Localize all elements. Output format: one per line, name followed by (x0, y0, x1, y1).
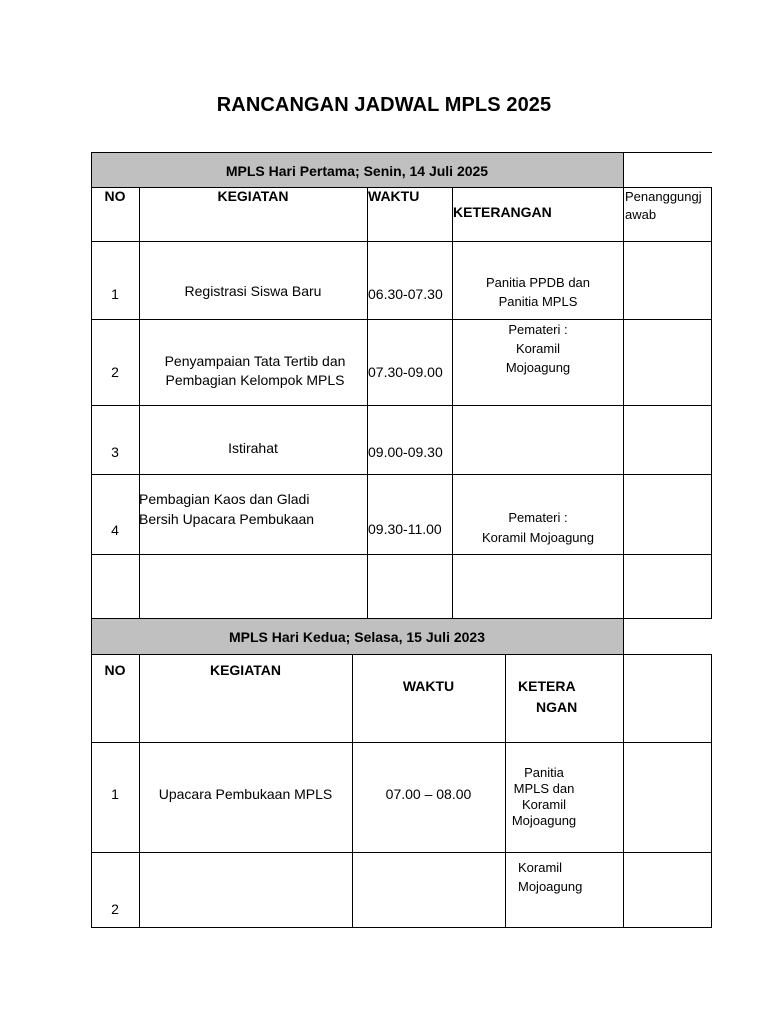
row-keterangan-line4: Mojoagung (511, 813, 577, 828)
row-keterangan-line1: Panitia PPDB dan (485, 275, 591, 290)
col-keterangan-header: KETERANGAN (453, 204, 552, 220)
row-kegiatan: Upacara Pembukaan MPLS (158, 786, 333, 802)
row-waktu: 07.30-09.00 (368, 364, 443, 380)
col-keterangan-header-line2: NGAN (536, 699, 578, 715)
row-waktu: 06.30-07.30 (368, 286, 443, 302)
row-keterangan-line2: Panitia MPLS (498, 294, 578, 309)
row-kegiatan-line2: Bersih Upacara Pembukaan (139, 511, 315, 527)
row-keterangan-line1: Pemateri : (508, 510, 568, 525)
col-no-header: NO (104, 188, 126, 204)
row-kegiatan-line1: Pembagian Kaos dan Gladi (139, 491, 310, 507)
col-no-header: NO (104, 662, 126, 678)
row-keterangan-line3: Mojoagung (505, 360, 571, 375)
col-kegiatan-header: KEGIATAN (209, 662, 282, 678)
col-pj-header-line1: Penanggungj (625, 189, 702, 204)
row-keterangan-line2: MPLS dan (513, 781, 575, 796)
row-waktu: 09.00-09.30 (368, 444, 443, 460)
day2-header-title: MPLS Hari Kedua; Selasa, 15 Juli 2023 (228, 629, 485, 645)
row-keterangan-line1: Koramil (518, 860, 563, 875)
row-keterangan-line2: Mojoagung (518, 879, 583, 894)
col-keterangan-header-line1: KETERA (518, 678, 576, 694)
row-keterangan-line1: Panitia (524, 765, 564, 780)
col-pj-header-line2: awab (625, 207, 657, 222)
row-kegiatan-line1: Penyampaian Tata Tertib dan (164, 353, 346, 369)
row-keterangan-line2: Koramil Mojoagung (481, 530, 594, 545)
row-keterangan-line1: Pemateri : (508, 322, 568, 337)
row-no: 1 (111, 786, 119, 802)
row-kegiatan: Istirahat (228, 440, 278, 456)
col-waktu-header: WAKTU (402, 678, 455, 694)
row-no: 1 (111, 286, 119, 302)
row-keterangan-line2: Koramil (515, 341, 561, 356)
row-no: 2 (111, 901, 119, 917)
col-waktu-header: WAKTU (368, 188, 420, 204)
col-kegiatan-header: KEGIATAN (217, 188, 289, 204)
row-waktu: 09.30-11.00 (368, 521, 442, 537)
row-keterangan-line3: Koramil (521, 797, 567, 812)
row-no: 3 (111, 444, 119, 460)
row-kegiatan-line2: Pembagian Kelompok MPLS (165, 372, 345, 388)
row-waktu: 07.00 – 08.00 (385, 786, 472, 802)
document-title: RANCANGAN JADWAL MPLS 2025 (216, 94, 552, 116)
day1-header-title: MPLS Hari Pertama; Senin, 14 Juli 2025 (225, 163, 489, 179)
row-kegiatan: Registrasi Siswa Baru (184, 283, 322, 299)
row-no: 2 (111, 364, 119, 380)
row-no: 4 (111, 522, 119, 538)
